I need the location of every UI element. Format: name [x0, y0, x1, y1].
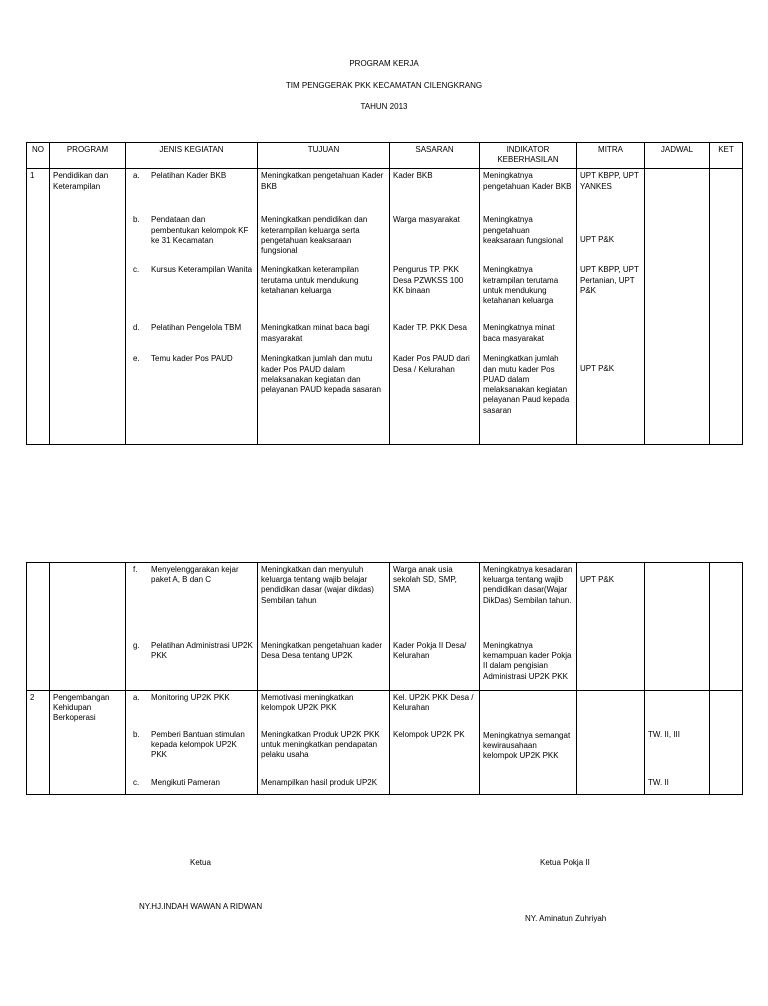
mitra-cell — [577, 691, 645, 795]
item-indikator: Meningkatnya pengetahuan keaksaraan fungsional — [483, 215, 564, 245]
item-mitra: UPT P&K — [580, 364, 615, 374]
item-letter: e. — [133, 354, 140, 364]
mitra-cell — [577, 169, 645, 445]
item-letter: d. — [133, 323, 140, 333]
table-row — [27, 691, 743, 795]
item-jadwal: TW. II — [648, 778, 669, 787]
col-mitra: MITRA — [577, 143, 645, 169]
item-letter: a. — [133, 171, 140, 181]
jadwal-cell — [645, 563, 710, 691]
item-tujuan: Meningkatkan pengetahuan kader Desa Desa tentang UP2K — [261, 641, 382, 661]
item-tujuan: Meningkatkan pengetahuan Kader BKB — [261, 171, 384, 191]
col-tujuan: TUJUAN — [258, 143, 390, 169]
item-tujuan: Meningkatkan pendidikan dan keterampilan keluarga serta pengetahuan keaksaraan fungsional — [261, 215, 368, 256]
item-indikator: Meningkatnya kesadaran keluarga tentang wajib pendidikan dasar(Wajar DikDas) Sembilan tahun. — [483, 565, 573, 605]
sasaran-cell — [390, 563, 480, 691]
item-sasaran: Kel. UP2K PKK Desa / Kelurahan — [393, 693, 474, 713]
program-table-part1 — [26, 142, 743, 445]
item-letter: b. — [133, 215, 140, 225]
item-tujuan: Meningkatkan dan menyuluh keluarga tentang wajib belajar pendidikan dasar (wajar dikdas) Sembilan tahun — [261, 565, 374, 605]
kegiatan-cell — [126, 563, 258, 691]
item-kegiatan: Pemberi Bantuan stimulan kepada kelompok UP2K PKK — [151, 730, 245, 760]
item-indikator: Meningkatnya minat baca masyarakat — [483, 323, 555, 343]
signature-right-title: Ketua Pokja II — [540, 858, 590, 867]
item-tujuan: Memotivasi meningkatkan kelompok UP2K PKK — [261, 693, 354, 713]
item-indikator: Meningkatnya ketrampilan terutama untuk mendukung ketahanan keluarga — [483, 265, 559, 306]
col-indikator: INDIKATOR KEBERHASILAN — [480, 143, 577, 169]
tujuan-cell — [258, 691, 390, 795]
indikator-cell — [480, 169, 577, 445]
program-table-part2 — [26, 562, 743, 795]
ket-cell — [710, 691, 743, 795]
doc-year: TAHUN 2013 — [360, 102, 408, 111]
tujuan-cell — [258, 169, 390, 445]
ket-cell — [710, 563, 743, 691]
item-letter: c. — [133, 265, 140, 275]
item-mitra — [580, 323, 641, 354]
item-tujuan: Menampilkan hasil produk UP2K — [261, 778, 378, 787]
item-kegiatan: Temu kader Pos PAUD — [151, 354, 233, 364]
item-letter: c. — [133, 778, 140, 787]
item-tujuan: Meningkatkan jumlah dan mutu kader Pos PAUD dalam melaksanakan kegiatan dan pelayanan PAUD kepada sasaran — [261, 354, 381, 395]
tujuan-cell — [258, 563, 390, 691]
item-mitra: UPT KBPP, UPT Pertanian, UPT P&K — [580, 265, 639, 295]
item-tujuan: Meningkatkan Produk UP2K PKK untuk meningkatkan pendapatan pelaku usaha — [261, 730, 380, 760]
row-no: 1 — [27, 169, 50, 445]
item-kegiatan: Pelatihan Administrasi UP2K PKK — [151, 641, 253, 661]
item-kegiatan: Kursus Keterampilan Wanita — [151, 265, 253, 275]
table-row — [27, 563, 743, 691]
item-sasaran: Kader TP. PKK Desa — [393, 323, 467, 333]
col-program: PROGRAM — [50, 143, 126, 169]
col-sasaran: SASARAN — [390, 143, 480, 169]
col-jenis-kegiatan: JENIS KEGIATAN — [126, 143, 258, 169]
item-sasaran: Pengurus TP. PKK Desa PZWKSS 100 KK binaan — [393, 265, 464, 295]
item-mitra: UPT KBPP, UPT YANKES — [580, 171, 639, 191]
doc-title: PROGRAM KERJA — [349, 59, 419, 68]
col-no: NO — [27, 143, 50, 169]
mitra-cell — [577, 563, 645, 691]
item-tujuan: Meningkatkan keterampilan terutama untuk mendukung ketahanan keluarga — [261, 265, 359, 295]
doc-subtitle: TIM PENGGERAK PKK KECAMATAN CILENGKRANG — [285, 81, 483, 90]
item-sasaran: Warga masyarakat — [393, 215, 460, 225]
row-program: Pendidikan dan Keterampilan — [50, 169, 126, 445]
item-indikator: Meningkatkan jumlah dan mutu kader Pos PUAD dalam melaksanakan kegiatan pelayanan Paud kepada sasaran — [483, 354, 570, 415]
item-letter: a. — [133, 693, 140, 702]
ket-cell — [710, 169, 743, 445]
jadwal-cell — [645, 169, 710, 445]
item-mitra: UPT P&K — [580, 575, 615, 584]
row-no: 2 — [27, 691, 50, 795]
item-jadwal: TW. II, III — [648, 730, 680, 739]
sasaran-cell — [390, 169, 480, 445]
table-header-row — [27, 143, 743, 169]
item-letter: g. — [133, 641, 140, 650]
item-sasaran: Kader Pokja II Desa/ Kelurahan — [393, 641, 467, 661]
item-sasaran: Kader Pos PAUD dari Desa / Kelurahan — [393, 354, 470, 374]
item-sasaran: Kelompok UP2K PK — [393, 730, 465, 739]
item-kegiatan: Pelatihan Kader BKB — [151, 171, 227, 181]
indikator-cell — [480, 691, 577, 795]
row-program: Pengembangan Kehidupan Berkoperasi — [50, 691, 126, 795]
signature-left-name: NY.HJ.INDAH WAWAN A RIDWAN — [139, 902, 263, 911]
signature-right-name: NY. Aminatun Zuhriyah — [525, 914, 607, 923]
table-row — [27, 169, 743, 445]
item-kegiatan: Mengikuti Pameran — [151, 778, 220, 787]
kegiatan-cell — [126, 691, 258, 795]
col-jadwal: JADWAL — [645, 143, 710, 169]
item-kegiatan: Menyelenggarakan kejar paket A, B dan C — [151, 565, 239, 585]
jadwal-cell — [645, 691, 710, 795]
item-kegiatan: Pelatihan Pengelola TBM — [151, 323, 242, 333]
item-tujuan: Meningkatkan minat baca bagi masyarakat — [261, 323, 370, 343]
item-kegiatan: Pendataan dan pembentukan kelompok KF ke 31 Kecamatan — [151, 215, 249, 245]
item-indikator: Meningkatnya semangat kewirausahaan kelompok UP2K PKK — [483, 731, 571, 761]
indikator-cell — [480, 563, 577, 691]
sasaran-cell — [390, 691, 480, 795]
item-indikator: Meningkatnya kemampuan kader Pokja II dalam pengisian Administrasi UP2K PKK — [483, 641, 572, 681]
item-sasaran: Kader BKB — [393, 171, 433, 181]
kegiatan-cell — [126, 169, 258, 445]
col-ket: KET — [710, 143, 743, 169]
item-letter: b. — [133, 730, 140, 739]
item-letter: f. — [133, 565, 138, 574]
item-mitra: UPT P&K — [580, 235, 615, 245]
item-kegiatan: Monitoring UP2K PKK — [151, 693, 230, 702]
signature-left-title: Ketua — [190, 858, 211, 867]
item-sasaran: Warga anak usia sekolah SD, SMP, SMA — [393, 565, 457, 595]
item-indikator: Meningkatnya pengetahuan Kader BKB — [483, 171, 572, 191]
